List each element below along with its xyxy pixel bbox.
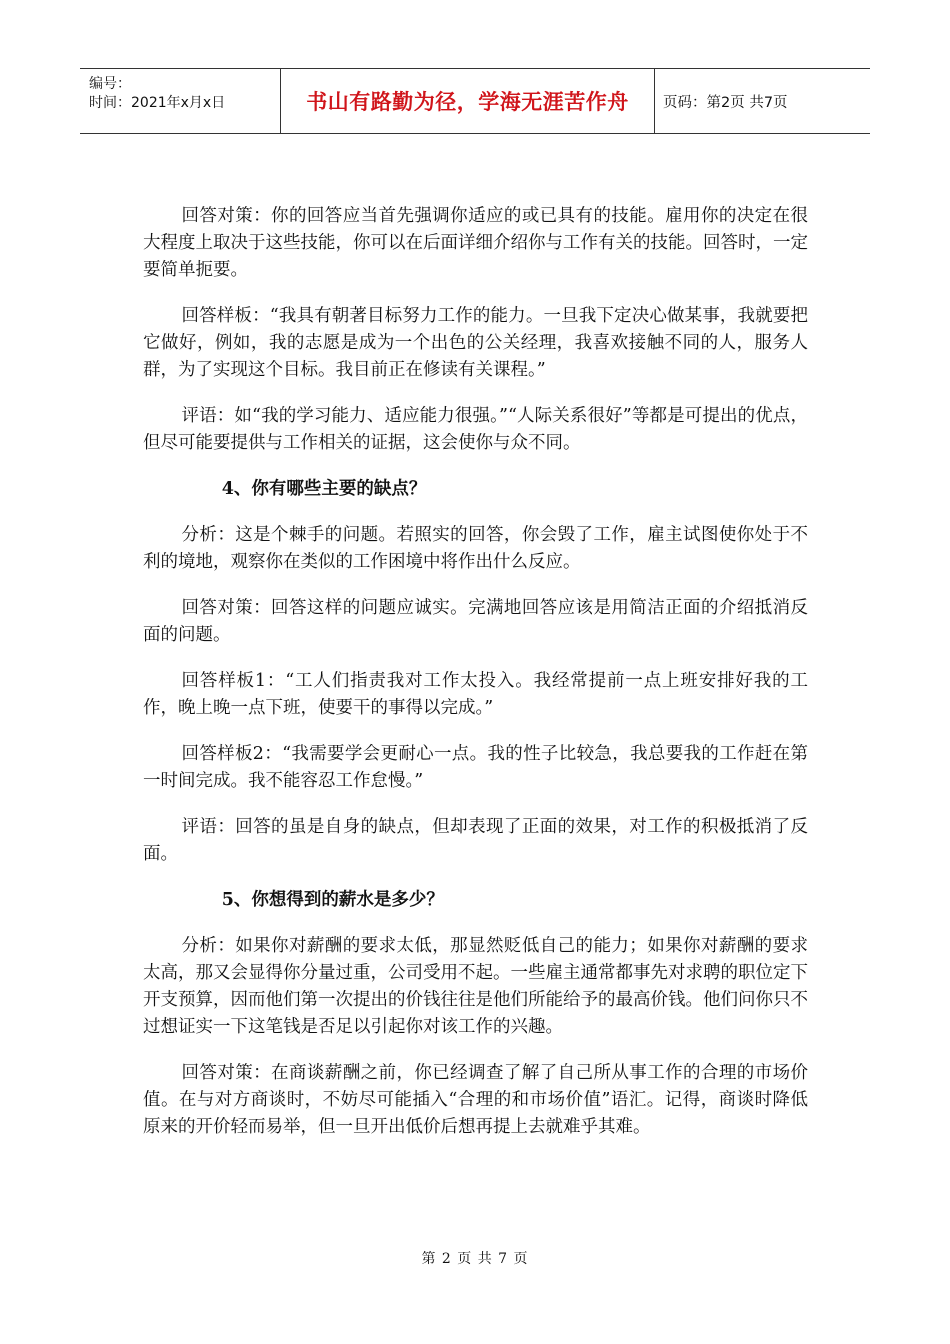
paragraph: 回答对策：你的回答应当首先强调你适应的或已具有的技能。雇用你的决定在很大程度上取决于这些技能，你可以在后面详细介绍你与工作有关的技能。回答时，一定要简单扼要。	[143, 206, 808, 280]
paragraph: 回答对策：回答这样的问题应诚实。完满地回答应该是用简洁正面的介绍抵消反面的问题。	[143, 598, 808, 645]
footer-page-number: 第 2 页 共 7 页	[421, 1251, 529, 1267]
section-heading: 5、你想得到的薪水是多少？	[221, 890, 444, 910]
section-heading: 4、你有哪些主要的缺点？	[221, 479, 427, 499]
paragraph: 回答样板1：“工人们指责我对工作太投入。我经常提前一点上班安排好我的工作，晚上晚一点下班，使要干的事得以完成。”	[143, 671, 808, 718]
page-header	[80, 68, 870, 134]
date-line: 时间：2021年x月x日	[89, 95, 226, 111]
page-footer	[0, 1248, 950, 1268]
header-meta	[80, 69, 281, 133]
page-info: 页码：第2页 共7页	[663, 94, 788, 111]
header-motto-cell	[281, 69, 655, 133]
paragraph: 分析：这是个棘手的问题。若照实的回答，你会毁了工作，雇主试图使你处于不利的境地，观察你在类似的工作困境中将作出什么反应。	[143, 525, 808, 572]
header-page-info-cell	[655, 69, 870, 133]
paragraph: 分析：如果你对薪酬的要求太低，那显然贬低自己的能力；如果你对薪酬的要求太高，那又会显得你分量过重，公司受用不起。一些雇主通常都事先对求聘的职位定下开支预算，因而他们第一次提出的价钱往往是他们所能给予的最高价钱。他们问你只不过想证实一下这笔钱是否足以引起你对该工作的兴趣。	[143, 936, 808, 1037]
paragraph: 评语：如“我的学习能力、适应能力很强。”“人际关系很好”等都是可提出的优点，但尽可能要提供与工作相关的证据，这会使你与众不同。	[143, 406, 808, 453]
paragraph: 回答样板：“我具有朝著目标努力工作的能力。一旦我下定决心做某事，我就要把它做好，例如，我的志愿是成为一个出色的公关经理，我喜欢接触不同的人，服务人群，为了实现这个目标。我目前正在修读有关课程。”	[143, 306, 808, 380]
paragraph: 回答对策：在商谈薪酬之前，你已经调查了解了自己所从事工作的合理的市场价值。在与对方商谈时，不妨尽可能插入“合理的和市场价值”语汇。记得，商谈时降低原来的开价轻而易举，但一旦开出低价后想再提上去就难乎其难。	[143, 1063, 808, 1137]
paragraph: 评语：回答的虽是自身的缺点，但却表现了正面的效果，对工作的积极抵消了反面。	[143, 817, 808, 864]
serial-label: 编号：	[89, 76, 131, 92]
motto: 书山有路勤为径，学海无涯苦作舟	[306, 90, 629, 114]
paragraph: 回答样板2：“我需要学会更耐心一点。我的性子比较急，我总要我的工作赶在第一时间完成。我不能容忍工作怠慢。”	[143, 744, 808, 791]
document-body	[143, 203, 808, 1160]
